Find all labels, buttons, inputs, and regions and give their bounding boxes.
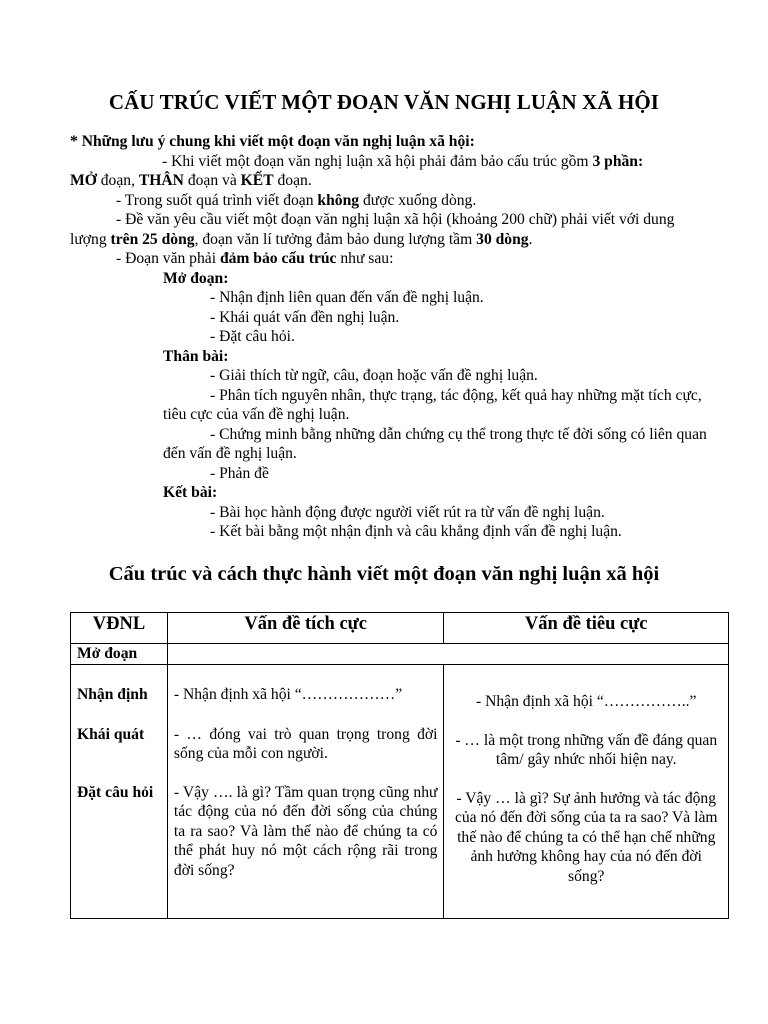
header-negative: Vấn đề tiêu cực bbox=[444, 613, 729, 644]
positive-khai-quat: - … đóng vai trò quan trọng trong đời sống của mỗi con người. bbox=[173, 725, 438, 762]
row-label-nhan-dinh: Nhận định bbox=[77, 686, 148, 703]
positive-nhan-dinh: - Nhận định xã hội “………………” bbox=[173, 686, 403, 703]
section-empty-cell bbox=[167, 644, 728, 665]
ket-bai-label: Kết bài: bbox=[163, 484, 218, 501]
structure-table bbox=[70, 612, 729, 919]
document-title: CẤU TRÚC VIẾT MỘT ĐOẠN VĂN NGHỊ LUẬN XÃ HỘI bbox=[108, 90, 660, 114]
negative-nhan-dinh: - Nhận định xã hội “……………..” bbox=[476, 693, 697, 710]
section-subtitle: Cấu trúc và cách thực hành viết một đoạn văn nghị luận xã hội bbox=[108, 563, 660, 585]
than-bai-item: - Phân tích nguyên nhân, thực trạng, tác động, kết quả hay những mặt tích cực, tiêu cực của vấn đề nghị luận. bbox=[163, 386, 702, 423]
than-bai-item: - Phản đề bbox=[210, 464, 269, 482]
negative-khai-quat: - … là một trong những vấn đề đáng quan tâm/ gây nhức nhối hiện nay. bbox=[455, 731, 718, 768]
mo-doan-item: - Nhận định liên quan đến vấn đề nghị luận. bbox=[210, 289, 484, 306]
note-no-newline: - Trong suốt quá trình viết đoạn không được xuống dòng. bbox=[116, 191, 477, 209]
ket-bai-item: - Bài học hành động được người viết rút ra từ vấn đề nghị luận. bbox=[210, 503, 605, 521]
notes-heading: * Những lưu ý chung khi viết một đoạn văn nghị luận xã hội: bbox=[70, 133, 475, 150]
table-row bbox=[71, 665, 729, 919]
than-bai-item: - Chứng minh bằng những dẫn chứng cụ thể trong thực tế đời sống có liên quan đến vấn đề nghị luận. bbox=[163, 425, 707, 462]
mo-doan-item: - Khái quát vấn đền nghị luận. bbox=[210, 308, 400, 326]
section-mo-doan: Mở đoạn bbox=[71, 644, 168, 665]
note-structure: - Khi viết một đoạn văn nghị luận xã hội phải đảm bảo cấu trúc gồm 3 phần: MỞ đoạn, THÂN đoạn và KẾT đoạn. bbox=[70, 152, 644, 189]
table-header-row bbox=[71, 613, 729, 644]
ket-bai-item: - Kết bài bằng một nhận định và câu khẳng định vấn đề nghị luận. bbox=[210, 523, 622, 540]
header-vdnl: VĐNL bbox=[71, 613, 168, 644]
than-bai-label: Thân bài: bbox=[163, 347, 229, 365]
note-length: - Đề văn yêu cầu viết một đoạn văn nghị luận xã hội (khoảng 200 chữ) phải viết với dung lượng trên 25 dòng, đoạn văn lí tưởng đảm bảo dung lượng tầm 30 dòng. bbox=[70, 211, 675, 248]
general-notes bbox=[70, 132, 710, 542]
note-structure-required: - Đoạn văn phải đảm bảo cấu trúc như sau: bbox=[116, 250, 394, 267]
positive-cell bbox=[167, 665, 444, 919]
mo-doan-label: Mở đoạn: bbox=[163, 269, 229, 287]
table-section-row bbox=[71, 644, 729, 665]
negative-cell bbox=[444, 665, 729, 919]
row-labels-cell bbox=[71, 665, 168, 919]
mo-doan-item: - Đặt câu hỏi. bbox=[210, 328, 295, 345]
row-label-dat-cau-hoi: Đặt câu hỏi bbox=[77, 784, 154, 801]
than-bai-item: - Giải thích từ ngữ, câu, đoạn hoặc vấn đề nghị luận. bbox=[210, 367, 538, 384]
negative-dat-cau-hoi: - Vậy … là gì? Sự ảnh hưởng và tác động của nó đến đời sống của ta ra sao? Và làm thế nào để chúng ta có thể hạn chế những ảnh hưởng không hay của nó đến đời sống? bbox=[454, 789, 718, 885]
header-positive: Vấn đề tích cực bbox=[167, 613, 444, 644]
row-label-khai-quat: Khái quát bbox=[77, 725, 145, 743]
positive-dat-cau-hoi: - Vậy …. là gì? Tầm quan trọng cũng như tác động của nó đến đời sống của chúng ta ra sao? Và làm thế nào để chúng ta có thể phát huy nó một cách rộng rãi trong đời sống? bbox=[173, 783, 438, 879]
